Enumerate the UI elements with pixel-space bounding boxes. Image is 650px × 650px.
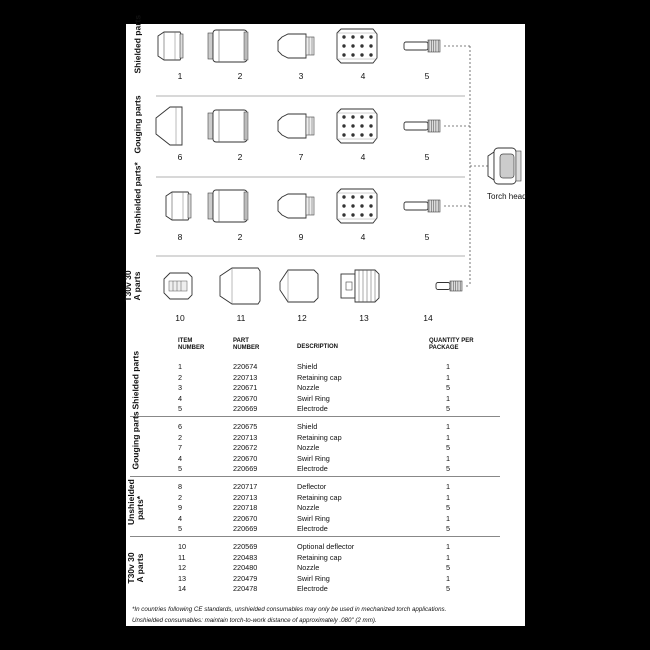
table-cell-description: Retaining cap — [297, 552, 342, 562]
part-item-number: 7 — [298, 152, 304, 162]
table-group-label: T30v 30 A parts — [126, 552, 145, 584]
part-drawing — [208, 30, 248, 62]
table-cell-part: 220670 — [233, 453, 258, 463]
part-drawing — [220, 268, 260, 304]
part-item-number: 13 — [359, 313, 369, 323]
part-item-number: 3 — [298, 71, 304, 81]
part-item-number: 4 — [360, 71, 366, 81]
table-cell-quantity: 5 — [446, 563, 451, 572]
part-drawing — [278, 34, 314, 58]
torch-head-drawing — [488, 148, 521, 184]
table-cell-description: Optional deflector — [297, 542, 355, 551]
table-cell-description: Electrode — [297, 464, 328, 473]
table-cell-part: 220669 — [233, 404, 258, 413]
part-item-number: 2 — [237, 152, 243, 162]
table-cell-item: 4 — [178, 453, 183, 463]
table-cell-description: Electrode — [297, 584, 328, 593]
part-item-number: 6 — [177, 152, 183, 162]
table-cell-quantity: 5 — [446, 404, 451, 413]
part-drawing — [208, 190, 248, 222]
table-cell-item: 2 — [178, 492, 183, 502]
table-cell-quantity: 5 — [446, 383, 451, 392]
part-item-number: 14 — [423, 313, 433, 323]
table-cell-description: Swirl Ring — [297, 573, 330, 583]
table-cell-description: Retaining cap — [297, 432, 342, 442]
table-cell-part: 220670 — [233, 513, 258, 523]
diagram-row-label: Unshielded parts* — [132, 162, 143, 235]
parts-sheet — [123, 14, 527, 626]
footnote-ce: *In countries following CE standards, unshielded consumables may only be used in mechanized torch applications. — [132, 606, 447, 613]
part-drawing — [278, 114, 314, 138]
table-cell-quantity: 1 — [446, 492, 451, 502]
table-cell-item: 7 — [178, 443, 183, 452]
table-cell-part: 220669 — [233, 524, 258, 533]
table-cell-part: 220483 — [233, 552, 258, 562]
table-cell-part: 220478 — [233, 584, 258, 593]
part-item-number: 5 — [424, 71, 430, 81]
table-cell-item: 5 — [178, 524, 183, 533]
table-cell-quantity: 5 — [446, 503, 451, 512]
part-item-number: 5 — [424, 152, 430, 162]
table-cell-description: Swirl Ring — [297, 513, 330, 523]
part-item-number: 4 — [360, 152, 366, 162]
table-cell-item: 2 — [178, 432, 183, 442]
table-cell-part: 220672 — [233, 443, 258, 452]
table-cell-description: Deflector — [297, 482, 327, 491]
table-group-label: Unshielded parts* — [126, 479, 145, 526]
table-cell-item: 12 — [178, 563, 187, 572]
table-cell-part: 220670 — [233, 393, 258, 403]
table-cell-part: 220479 — [233, 573, 258, 583]
table-cell-description: Shield — [297, 422, 318, 431]
table-cell-item: 5 — [178, 464, 183, 473]
part-drawing — [341, 270, 379, 302]
table-cell-item: 11 — [178, 552, 186, 562]
part-drawing — [436, 281, 462, 291]
table-cell-item: 8 — [178, 482, 183, 491]
table-cell-description: Swirl Ring — [297, 453, 330, 463]
table-cell-quantity: 1 — [446, 372, 451, 382]
part-item-number: 5 — [424, 232, 430, 242]
table-cell-description: Nozzle — [297, 383, 320, 392]
part-item-number: 11 — [236, 313, 246, 323]
table-header-quantity: QUANTITY PER PACKAGE — [429, 338, 474, 351]
part-drawing — [158, 32, 183, 60]
table-divider — [130, 536, 500, 537]
table-cell-item: 3 — [178, 383, 183, 392]
table-cell-item: 9 — [178, 503, 183, 512]
table-cell-item: 14 — [178, 584, 187, 593]
table-cell-item: 1 — [178, 362, 183, 371]
table-cell-quantity: 1 — [446, 542, 451, 551]
part-drawing — [404, 120, 440, 132]
table-cell-quantity: 1 — [446, 362, 451, 371]
part-drawing — [337, 29, 377, 63]
table-cell-description: Retaining cap — [297, 372, 342, 382]
table-cell-part: 220569 — [233, 542, 258, 551]
diagram-row-label: Shielded parts — [132, 14, 143, 74]
table-cell-quantity: 5 — [446, 584, 451, 593]
table-cell-description: Nozzle — [297, 503, 320, 512]
table-cell-part: 220669 — [233, 464, 258, 473]
table-cell-description: Nozzle — [297, 443, 320, 452]
part-item-number: 2 — [237, 71, 243, 81]
diagram-row-label: Gouging parts — [132, 95, 143, 154]
footnote-distance: Unshielded consumables: maintain torch-to-work distance of approximately .080" (2 mm). — [132, 617, 377, 624]
table-cell-quantity: 1 — [446, 482, 451, 491]
table-cell-quantity: 1 — [446, 513, 451, 523]
table-cell-description: Shield — [297, 362, 318, 371]
diagram-row-label: T30v 30 A parts — [123, 270, 142, 302]
table-cell-description: Swirl Ring — [297, 393, 330, 403]
table-cell-quantity: 1 — [446, 573, 451, 583]
table-header-part: PART NUMBER — [233, 338, 260, 351]
table-cell-description: Electrode — [297, 404, 328, 413]
part-drawing — [164, 273, 192, 299]
part-item-number: 8 — [177, 232, 183, 242]
table-cell-quantity: 1 — [446, 422, 451, 431]
part-drawing — [166, 192, 191, 220]
part-item-number: 10 — [175, 313, 185, 323]
table-header-item: ITEM NUMBER — [178, 338, 205, 351]
table-divider — [130, 416, 500, 417]
table-header-description: DESCRIPTION — [297, 344, 339, 350]
part-item-number: 2 — [237, 232, 243, 242]
part-drawing — [208, 110, 248, 142]
part-item-number: 4 — [360, 232, 366, 242]
part-item-number: 12 — [297, 313, 307, 323]
part-drawing — [156, 107, 182, 145]
part-drawing — [404, 40, 440, 52]
table-cell-quantity: 5 — [446, 524, 451, 533]
table-group-label: Shielded parts — [130, 351, 141, 410]
part-item-number: 1 — [177, 71, 183, 81]
table-cell-item: 4 — [178, 393, 183, 403]
table-divider — [130, 476, 500, 477]
table-cell-part: 220480 — [233, 563, 258, 572]
table-cell-description: Retaining cap — [297, 492, 342, 502]
table-cell-part: 220713 — [233, 492, 258, 502]
table-cell-description: Nozzle — [297, 563, 320, 572]
part-drawing — [404, 200, 440, 212]
part-drawing — [280, 270, 318, 302]
table-cell-part: 220713 — [233, 432, 258, 442]
table-cell-part: 220671 — [233, 383, 258, 392]
table-cell-quantity: 1 — [446, 552, 451, 562]
part-drawing — [337, 109, 377, 143]
table-cell-part: 220674 — [233, 362, 258, 371]
table-group-label: Gouging parts — [130, 411, 141, 470]
table-cell-part: 220717 — [233, 482, 258, 491]
table-cell-part: 220675 — [233, 422, 258, 431]
table-cell-item: 6 — [178, 422, 183, 431]
table-cell-part: 220713 — [233, 372, 258, 382]
table-cell-item: 5 — [178, 404, 183, 413]
part-drawing — [337, 189, 377, 223]
table-cell-quantity: 1 — [446, 453, 451, 463]
part-drawing — [278, 194, 314, 218]
table-cell-item: 2 — [178, 372, 183, 382]
table-cell-quantity: 5 — [446, 443, 451, 452]
table-cell-description: Electrode — [297, 524, 328, 533]
table-cell-quantity: 1 — [446, 393, 451, 403]
table-cell-item: 13 — [178, 573, 187, 583]
table-cell-quantity: 1 — [446, 432, 451, 442]
table-cell-quantity: 5 — [446, 464, 451, 473]
table-cell-item: 4 — [178, 513, 183, 523]
part-item-number: 9 — [298, 232, 304, 242]
torch-head-label: Torch head — [487, 192, 527, 201]
table-cell-item: 10 — [178, 542, 187, 551]
table-cell-part: 220718 — [233, 503, 258, 512]
